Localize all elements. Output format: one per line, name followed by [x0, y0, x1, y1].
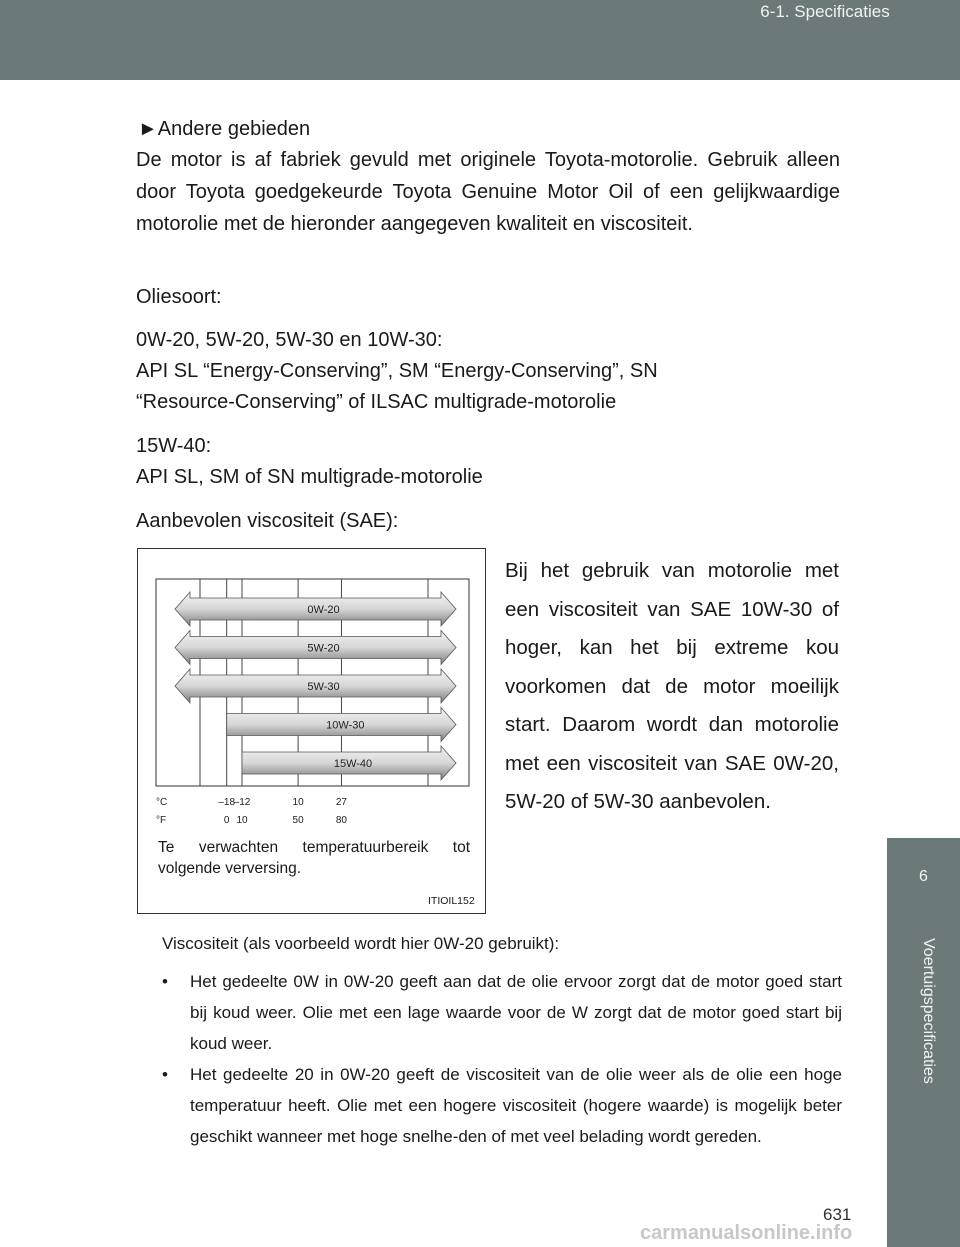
chart-caption: Te verwachten temperatuurbereik tot volgende verversing.: [158, 839, 470, 877]
spec-2: API SL, SM of SN multigrade-motorolie: [136, 466, 483, 488]
viscosity-chart: [137, 548, 486, 914]
tick-label: 10: [292, 797, 304, 808]
bullet-item: [162, 1059, 842, 1152]
page-number: 631: [823, 1205, 852, 1224]
chapter-tab[interactable]: [887, 838, 960, 1247]
figure-code: ITIOIL152: [428, 895, 475, 907]
viscosity-bar-label: 0W-20: [307, 604, 340, 616]
chapter-number: 6: [919, 868, 928, 885]
bullet-item: [162, 966, 842, 1059]
spec-1a: API SL “Energy-Conserving”, SM “Energy-Conserving”, SN: [136, 360, 658, 382]
region-heading: ►Andere gebieden: [138, 118, 311, 140]
chapter-label: Voertuigspecificaties: [920, 938, 937, 1084]
grades-2: 15W-40:: [136, 435, 212, 457]
bullet-dot: •: [162, 1065, 168, 1084]
spec-1b: “Resource-Conserving” of ILSAC multigrade-motorolie: [136, 391, 617, 413]
tick-label: –12: [233, 797, 251, 808]
tick-label: 0: [223, 815, 230, 826]
watermark: carmanualsonline.info: [640, 1222, 853, 1244]
celsius-unit-label: °C: [156, 797, 168, 808]
viscosity-example-heading: Viscositeit (als voorbeeld wordt hier 0W-20 gebruikt):: [162, 934, 560, 953]
fahrenheit-unit-label: °F: [156, 815, 167, 826]
bullet-text: Het gedeelte 20 in 0W-20 geeft de viscositeit van de olie weer als de olie een hoge temperatuur heeft. Olie met een hogere viscositeit (hogere waarde) is mogelijk beter geschikt wanneer met hoge snelhe-den of met veel belading wordt gereden.: [190, 1065, 842, 1146]
tick-label: 50: [292, 815, 304, 826]
side-note: Bij het gebruik van motorolie met een viscositeit van SAE 10W-30 of hoger, kan het bij extreme kou voorkomen dat de motor moeilijk start. Daarom wordt dan motorolie met een viscositeit van SAE 0W-20, 5W-20 of 5W-30 aanbevolen.: [505, 559, 839, 813]
intro-paragraph: De motor is af fabriek gevuld met originele Toyota-motorolie. Gebruik alleen door Toyota goedgekeurde Toyota Genuine Motor Oil of een gelijkwaardige motorolie met de hieronder aangegeven kwaliteit en viscositeit.: [136, 149, 840, 235]
grades-1: 0W-20, 5W-20, 5W-30 en 10W-30:: [136, 329, 443, 351]
viscosity-label: Aanbevolen viscositeit (SAE):: [136, 510, 399, 532]
viscosity-bar-label: 15W-40: [333, 758, 373, 770]
tick-label: 10: [236, 815, 248, 826]
viscosity-bar-label: 5W-20: [307, 642, 340, 655]
viscosity-bar-label: 10W-30: [326, 719, 365, 732]
tick-label: 27: [335, 797, 348, 808]
oil-type-label: Oliesoort:: [136, 286, 222, 308]
tick-label: 80: [335, 815, 348, 826]
viscosity-bar-label: 5W-30: [307, 681, 340, 693]
chapter-label-wrap: [909, 938, 939, 1238]
bullet-text: Het gedeelte 0W in 0W-20 geeft aan dat de olie ervoor zorgt dat de motor goed start bij koud weer. Olie met een lage waarde voor de W zorgt dat de motor goed start bij koud weer.: [190, 972, 842, 1053]
section-title: 6-1. Specificaties: [760, 2, 890, 21]
tick-label: –18: [218, 797, 236, 808]
bullet-dot: •: [162, 972, 168, 991]
page-header-bar: [0, 0, 960, 80]
